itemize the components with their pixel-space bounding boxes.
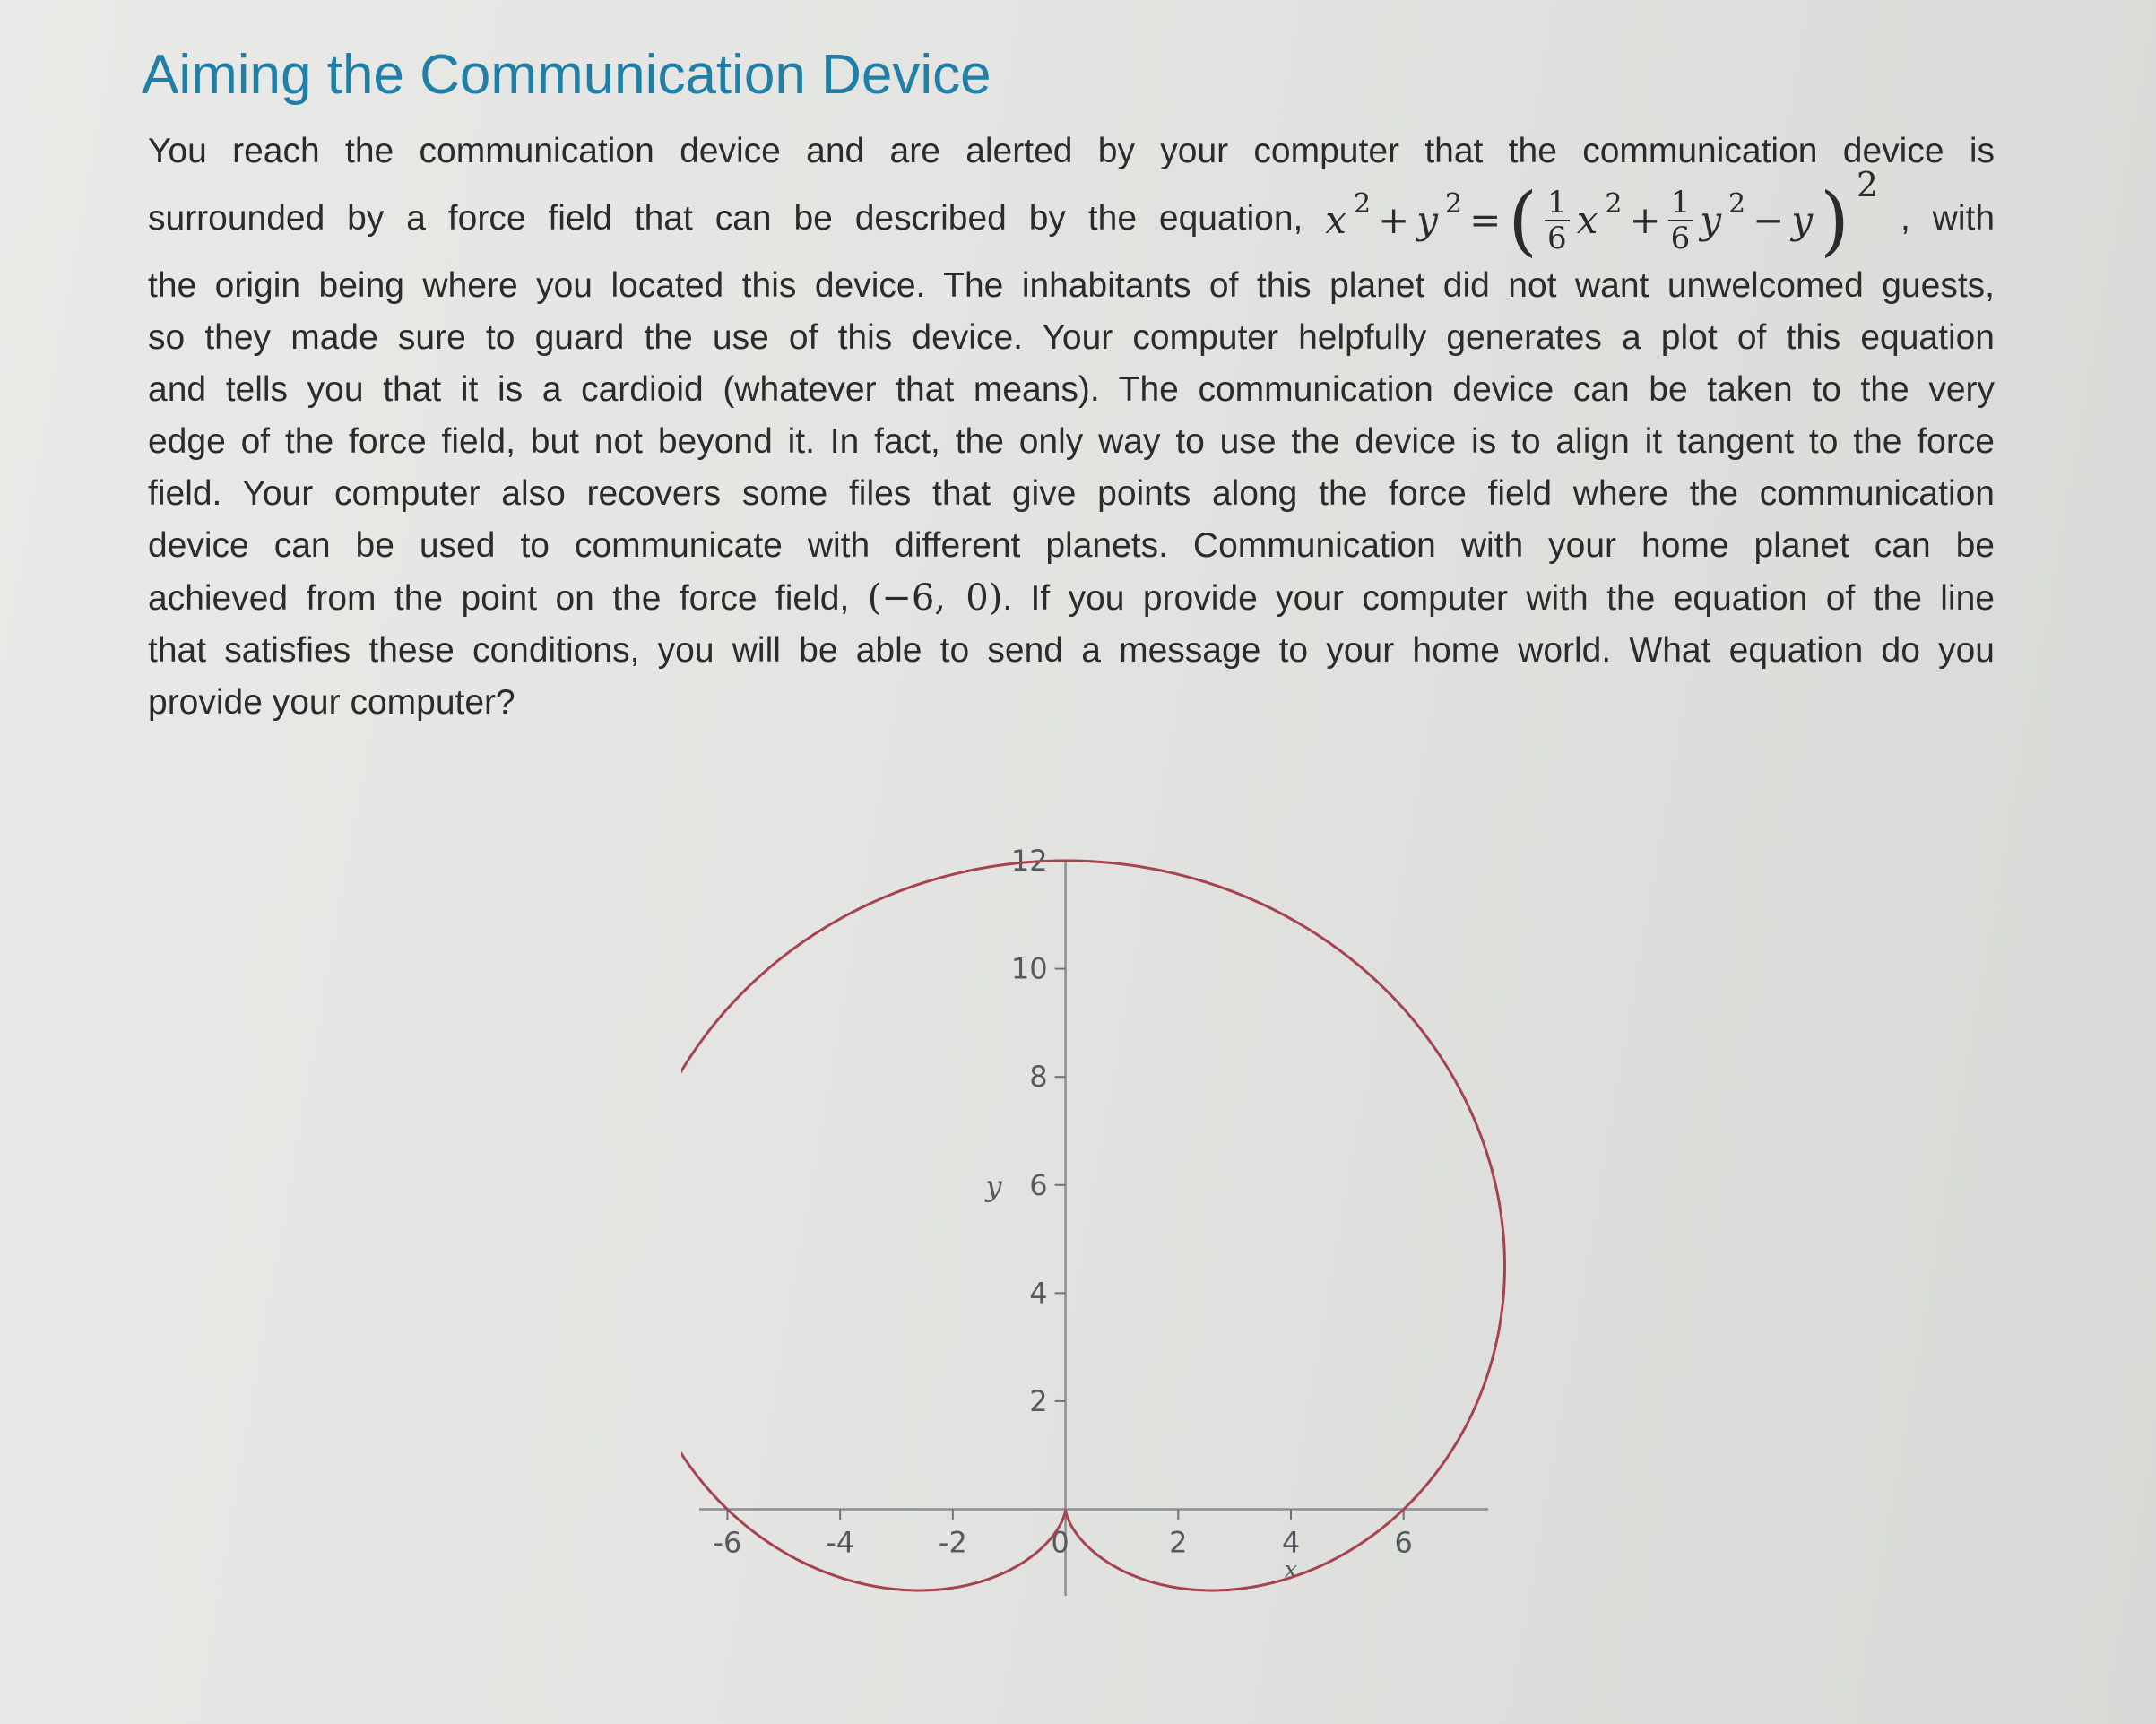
y-tick-label: 6: [1029, 1167, 1048, 1202]
problem-line-5: and tells you that it is a cardioid (whatever that means). The communication device can be taken to the very: [148, 370, 1995, 409]
problem-line-2: [148, 164, 1996, 264]
problem-line-7: field. Your computer also recovers some files that give points along the force field where the communication: [148, 474, 1995, 513]
y-tick-label: 12: [1010, 844, 1048, 878]
problem-line-9: [148, 572, 1995, 625]
x-tick-label: -6: [713, 1525, 742, 1560]
page-title: Aiming the Communication Device: [142, 44, 991, 106]
point-coordinates: (−6, 0): [867, 577, 1003, 619]
x-tick-label: 2: [1169, 1525, 1188, 1560]
problem-line-11: provide your computer?: [148, 683, 515, 722]
problem-line-6: edge of the force field, but not beyond it. In fact, the only way to use the device is to align it tangent to the force: [148, 422, 1995, 461]
x-axis-label: x: [1284, 1556, 1298, 1584]
x-tick-label: -2: [938, 1525, 967, 1560]
problem-line-8: device can be used to communicate with different planets. Communication with your home planet can be: [148, 526, 1995, 565]
cardioid-curve: [681, 861, 1504, 1590]
x-tick-label: -4: [826, 1525, 855, 1560]
x-tick-label: 6: [1394, 1525, 1413, 1560]
y-tick-label: 8: [1029, 1060, 1048, 1095]
x-tick-label: 0: [1051, 1525, 1069, 1560]
problem-line-2-post: , with: [1900, 199, 1996, 238]
problem-line-2-pre: surrounded by a force field that can be described by the equation,: [148, 199, 1303, 238]
problem-line-10: that satisfies these conditions, you will be able to send a message to your home world. What equation do you: [148, 631, 1995, 670]
problem-line-3: the origin being where you located this device. The inhabitants of this planet did not want unwelcomed guests,: [148, 266, 1995, 305]
problem-text: [148, 126, 1995, 729]
problem-line-9-post: . If you provide your computer with the equation of the line: [1002, 579, 1995, 618]
problem-line-1: You reach the communication device and are alerted by your computer that the communication device is: [148, 132, 1995, 170]
problem-line-4: so they made sure to guard the use of this device. Your computer helpfully generates a plot of this equation: [148, 318, 1995, 357]
problem-line-9-pre: achieved from the point on the force field,: [148, 579, 850, 618]
y-tick-label: 4: [1029, 1276, 1048, 1311]
force-field-equation: x $^2$ + y $^2$ = ( $\frac{1}{6}$ x $^2$ + $\frac{1}{6}$ y $^2$ − y ) 2: [1325, 164, 1879, 264]
y-tick-label: 10: [1010, 951, 1048, 986]
y-axis-label: y: [985, 1168, 1002, 1203]
x-tick-label: 4: [1281, 1525, 1301, 1560]
cardioid-plot: [681, 843, 1506, 1632]
y-tick-label: 2: [1029, 1383, 1048, 1418]
